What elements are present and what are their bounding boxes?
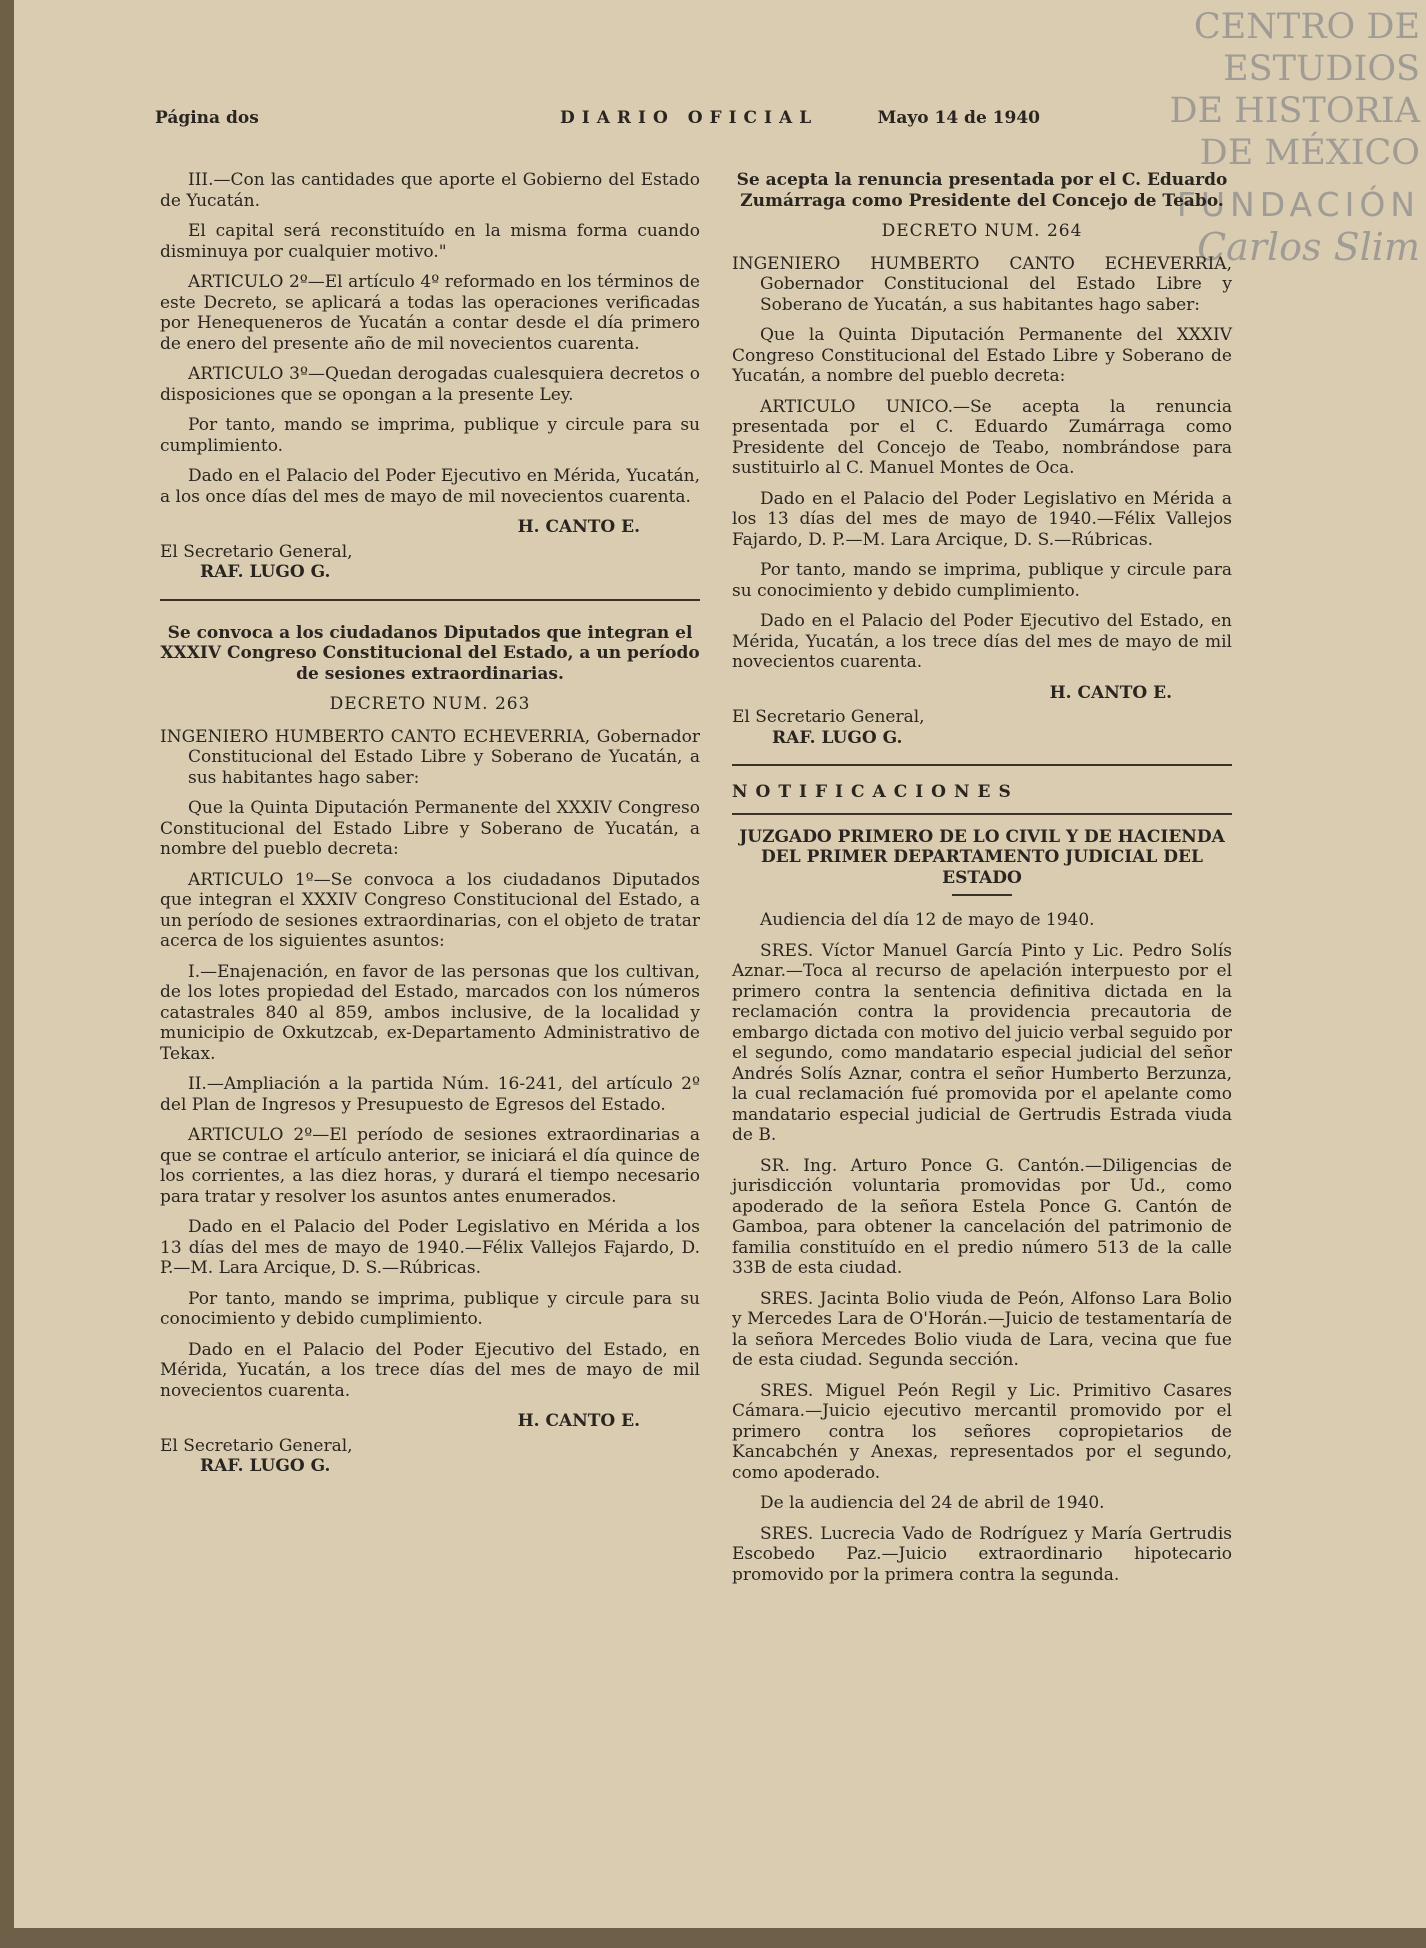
left-column [160, 170, 700, 1481]
paragraph: Por tanto, mando se imprima, publique y circule para su cumplimiento. [160, 415, 700, 456]
notification-entry: SRES. Víctor Manuel García Pinto y Lic. Pedro Solís Aznar.—Toca al recurso de apelación interpuesto por el primero contra la sentencia definitiva dictada en la reclamación contra la providencia precautoria de embargo dictada con motivo del juicio verbal seguido por el segundo, como mandatario especial judicial del señor Andrés Solís Aznar, contra el señor Humberto Berzunza, la cual reclamación fué promovida por el apelante como mandatario especial judicial de Gertrudis Estrada viuda de B. [732, 940, 1232, 1145]
notification-entry: SR. Ing. Arturo Ponce G. Cantón.—Diligencias de jurisdicción voluntaria promovidas por Ud., como apoderado de la señora Estela Ponce G. Cantón de Gamboa, para obtener la cancelación del patrimonio de familia constituído en el predio número 513 de la calle 33B de esta ciudad. [732, 1155, 1232, 1278]
paragraph: Que la Quinta Diputación Permanente del XXXIV Congreso Constitucional del Estado Libre y Soberano de Yucatán, a nombre del pueblo decreta: [160, 798, 700, 859]
section-divider [732, 764, 1232, 766]
page-left-edge [0, 0, 14, 1948]
notification-entry: SRES. Lucrecia Vado de Rodríguez y María Gertrudis Escobedo Paz.—Juicio extraordinario hipotecario promovido por la primera contra la segunda. [732, 1523, 1232, 1585]
paragraph: Por tanto, mando se imprima, publique y circule para su conocimiento y debido cumplimiento. [732, 560, 1232, 601]
notifications-heading: NOTIFICACIONES [732, 782, 1019, 802]
page-number: Página dos [155, 108, 259, 128]
paragraph: Dado en el Palacio del Poder Ejecutivo del Estado, en Mérida, Yucatán, a los trece días del mes de mayo de mil novecientos cuarenta. [160, 1339, 700, 1401]
paragraph: Por tanto, mando se imprima, publique y circule para su conocimiento y debido cumplimiento. [160, 1288, 700, 1329]
paragraph: III.—Con las cantidades que aporte el Gobierno del Estado de Yucatán. [160, 170, 700, 211]
paragraph: ARTICULO 2º—El período de sesiones extraordinarias a que se contrae el artículo anterior, se iniciará el día quince de los corrientes, a las diez horas, y durará el tiempo necesario para tratar y resolver los asuntos antes enumerados. [160, 1125, 700, 1207]
secretary-title: El Secretario General, [732, 707, 925, 727]
paragraph: ARTICULO 2º—El artículo 4º reformado en los términos de este Decreto, se aplicará a todas las operaciones verificadas por Henequeneros de Yucatán a contar desde el día primero de enero del presente año de mil novecientos cuarenta. [160, 272, 700, 354]
decree-number: DECRETO NUM. 264 [881, 221, 1083, 241]
watermark-signature: Carlos Slim [1197, 225, 1420, 269]
issue-date: Mayo 14 de 1940 [877, 108, 1040, 128]
right-column [732, 170, 1232, 1595]
secretary-name: RAF. LUGO G. [200, 1456, 331, 1476]
page-bottom-edge [0, 1928, 1426, 1948]
paragraph: Dado en el Palacio del Poder Ejecutivo del Estado, en Mérida, Yucatán, a los trece días del mes de mayo de mil novecientos cuarenta. [732, 611, 1232, 672]
paragraph: Que la Quinta Diputación Permanente del XXXIV Congreso Constitucional del Estado Libre y Soberano de Yucatán, a nombre del pueblo decreta: [732, 325, 1232, 386]
court-heading: JUZGADO PRIMERO DE LO CIVIL Y DE HACIENDA DEL PRIMER DEPARTAMENTO JUDICIAL DEL ESTADO [739, 826, 1225, 888]
watermark-line: ESTUDIOS [1223, 49, 1420, 89]
paragraph: ARTICULO 1º—Se convoca a los ciudadanos Diputados que integran el XXXIV Congreso Constitucional del Estado, a un período de sesiones extraordinarias, con el objeto de tratar acerca de los siguientes asuntos: [160, 869, 700, 951]
governor-signature: H. CANTO E. [517, 517, 640, 537]
watermark-line: DE HISTORIA [1169, 91, 1420, 131]
notification-entry: SRES. Jacinta Bolio viuda de Peón, Alfonso Lara Bolio y Mercedes Lara de O'Horán.—Juicio de testamentaría de la señora Mercedes Bolio viuda de Lara, vecina que fue de esta ciudad. Segunda sección. [732, 1288, 1232, 1370]
decree-summary: Se acepta la renuncia presentada por el C. Eduardo Zumárraga como Presidente del Concejo de Teabo. [736, 170, 1228, 211]
hearing-date: Audiencia del día 12 de mayo de 1940. [760, 910, 1095, 930]
notification-entry: SRES. Miguel Peón Regil y Lic. Primitivo Casares Cámara.—Juicio ejecutivo mercantil promovido por el primero contra los señores copropietarios de Kancabchén y Anexas, representados por el segundo, como apoderado. [732, 1380, 1232, 1483]
governor-proclamation: INGENIERO HUMBERTO CANTO ECHEVERRIA, Gobernador Constitucional del Estado Libre y Soberano de Yucatán, a sus habitantes hago saber: [732, 253, 1232, 315]
watermark-line: CENTRO DE [1193, 7, 1420, 47]
newspaper-title: DIARIO OFICIAL [560, 108, 819, 128]
paragraph: Dado en el Palacio del Poder Legislativo en Mérida a los 13 días del mes de mayo de 1940.—Félix Vallejos Fajardo, D. P.—M. Lara Arcique, D. S.—Rúbricas. [160, 1217, 700, 1278]
paragraph: I.—Enajenación, en favor de las personas que los cultivan, de los lotes propiedad del Estado, marcados con los números catastrales 840 al 859, ambos inclusive, de la localidad y municipio de Oxkutzcab, ex-Departamento Administrativo de Tekax. [160, 961, 700, 1064]
paragraph: ARTICULO 3º—Quedan derogadas cualesquiera decretos o disposiciones que se opongan a la presente Ley. [160, 364, 700, 405]
page-header [155, 108, 1040, 132]
governor-signature: H. CANTO E. [517, 1411, 640, 1431]
secretary-name: RAF. LUGO G. [200, 562, 331, 582]
decree-summary: Se convoca a los ciudadanos Diputados que integran el XXXIV Congreso Constitucional del Estado, a un período de sesiones extraordinarias. [160, 622, 700, 684]
watermark-fundacion: FUNDACIÓN [1176, 185, 1420, 224]
decree-number: DECRETO NUM. 263 [329, 694, 531, 714]
secretary-name: RAF. LUGO G. [772, 727, 903, 748]
short-divider [952, 894, 1012, 896]
hearing-date: De la audiencia del 24 de abril de 1940. [760, 1493, 1105, 1513]
paragraph: Dado en el Palacio del Poder Legislativo en Mérida a los 13 días del mes de mayo de 1940.—Félix Vallejos Fajardo, D. P.—M. Lara Arcique, D. S.—Rúbricas. [732, 488, 1232, 550]
secretary-title: El Secretario General, [160, 1435, 353, 1456]
section-divider [160, 599, 700, 601]
governor-proclamation: INGENIERO HUMBERTO CANTO ECHEVERRIA, Gobernador Constitucional del Estado Libre y Soberano de Yucatán, a sus habitantes hago saber: [160, 726, 700, 788]
paragraph: ARTICULO UNICO.—Se acepta la renuncia presentada por el C. Eduardo Zumárraga como Presidente del Concejo de Teabo, nombrándose para sustituirlo al C. Manuel Montes de Oca. [732, 396, 1232, 478]
paragraph: II.—Ampliación a la partida Núm. 16-241, del artículo 2º del Plan de Ingresos y Presupuesto de Egresos del Estado. [160, 1074, 700, 1115]
watermark-line: DE MÉXICO [1199, 133, 1420, 173]
paragraph: Dado en el Palacio del Poder Ejecutivo en Mérida, Yucatán, a los once días del mes de mayo de mil novecientos cuarenta. [160, 466, 700, 507]
paragraph: El capital será reconstituído en la misma forma cuando disminuya por cualquier motivo." [160, 221, 700, 262]
section-divider [732, 813, 1232, 815]
secretary-title: El Secretario General, [160, 541, 353, 562]
governor-signature: H. CANTO E. [1049, 682, 1172, 703]
